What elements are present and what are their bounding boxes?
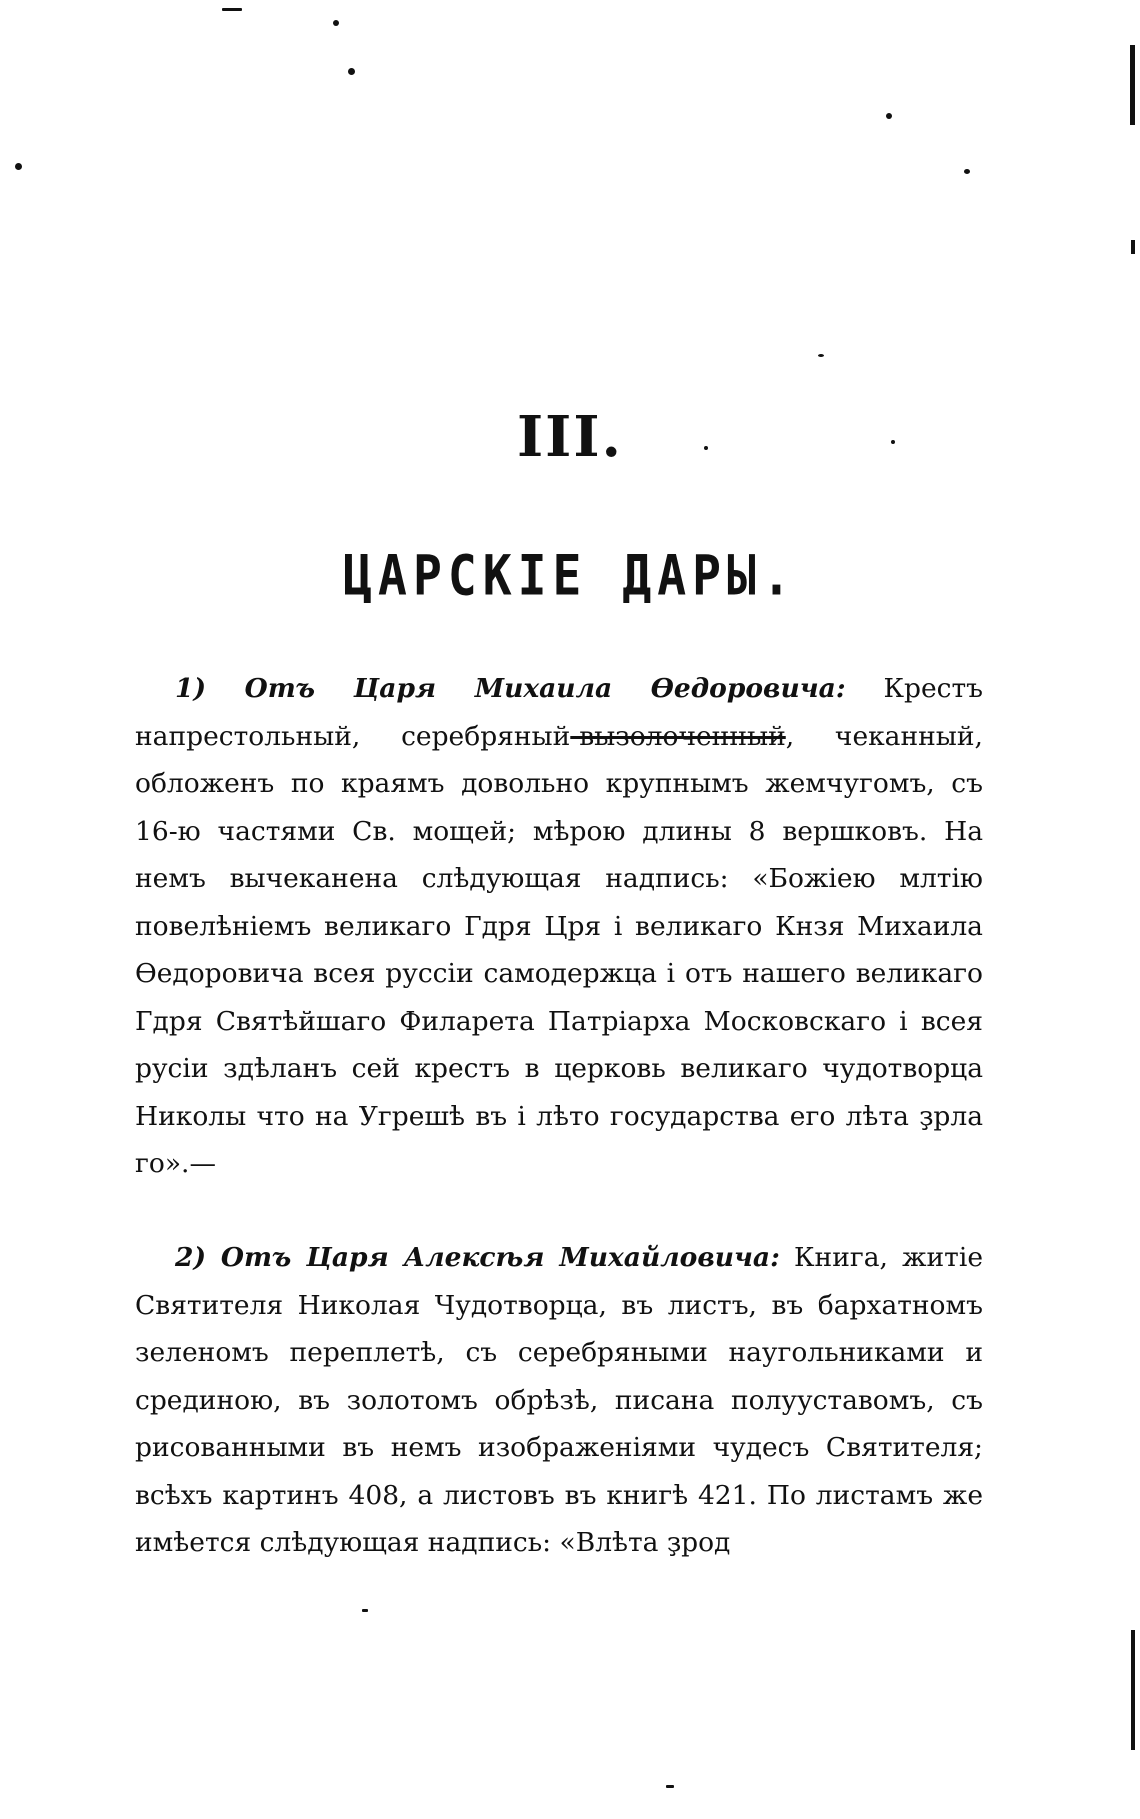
scan-speck [964,169,970,174]
scan-speck [333,20,339,26]
chapter-number: III. [516,404,624,470]
scan-edge-mark [1131,1630,1135,1750]
scan-speck [666,1785,674,1788]
paragraph-1-struck-text: -вызолоченный [570,720,786,752]
scan-speck [886,113,892,119]
paragraph-1-text-a: Крестъ напрестольный, серебряный [135,673,983,752]
scan-speck [818,354,824,357]
chapter-title: ЦАРСКІЕ ДАРЫ. [343,543,797,609]
scan-edge-mark [1130,45,1135,125]
scan-speck [15,163,22,170]
paragraph-1-text-b: , чеканный, обложенъ по краямъ довольно крупнымъ жемчугомъ, съ 16-ю частями Св. мощей; мѣрою длины 8 вершковъ. На немъ вычеканена слѣдующая надпись: «Божіею млтію повелѣніемъ великаго Гдря Цря і великаго Кнзя Михаила Ѳедоровича всея руссіи самодержца і отъ нашего великаго Гдря Святѣйшаго Филарета Патріарха Московскаго і всея русіи здѣланъ сей крестъ в церковь великаго чудотворца Николы что на Угрешѣ въ і лѣто государства его лѣта ҙрла го».— [135,720,983,1179]
scan-speck [362,1609,368,1612]
scan-speck [222,8,242,11]
scan-speck [348,68,355,75]
paragraph-1 [135,665,983,1188]
scan-edge-mark [1131,240,1135,254]
paragraph-2 [135,1234,983,1567]
paragraph-2-lead: 2) Отъ Царя Алексѣя Михайловича: [175,1242,780,1273]
paragraph-2-text: Книга, житіе Святителя Николая Чудотворца, въ листъ, въ бархатномъ зеленомъ переплетѣ, съ серебряными наугольниками и срединою, въ золотомъ обрѣзѣ, писана полууставомъ, съ рисованными въ немъ изображеніями чудесъ Святителя; всѣхъ картинъ 408, а листовъ въ книгѣ 421. По листамъ же имѣется слѣдующая надпись: «Влѣта ҙрод [135,1242,983,1558]
paragraph-1-lead: 1) Отъ Царя Михаила Ѳедоровича: [175,673,846,704]
